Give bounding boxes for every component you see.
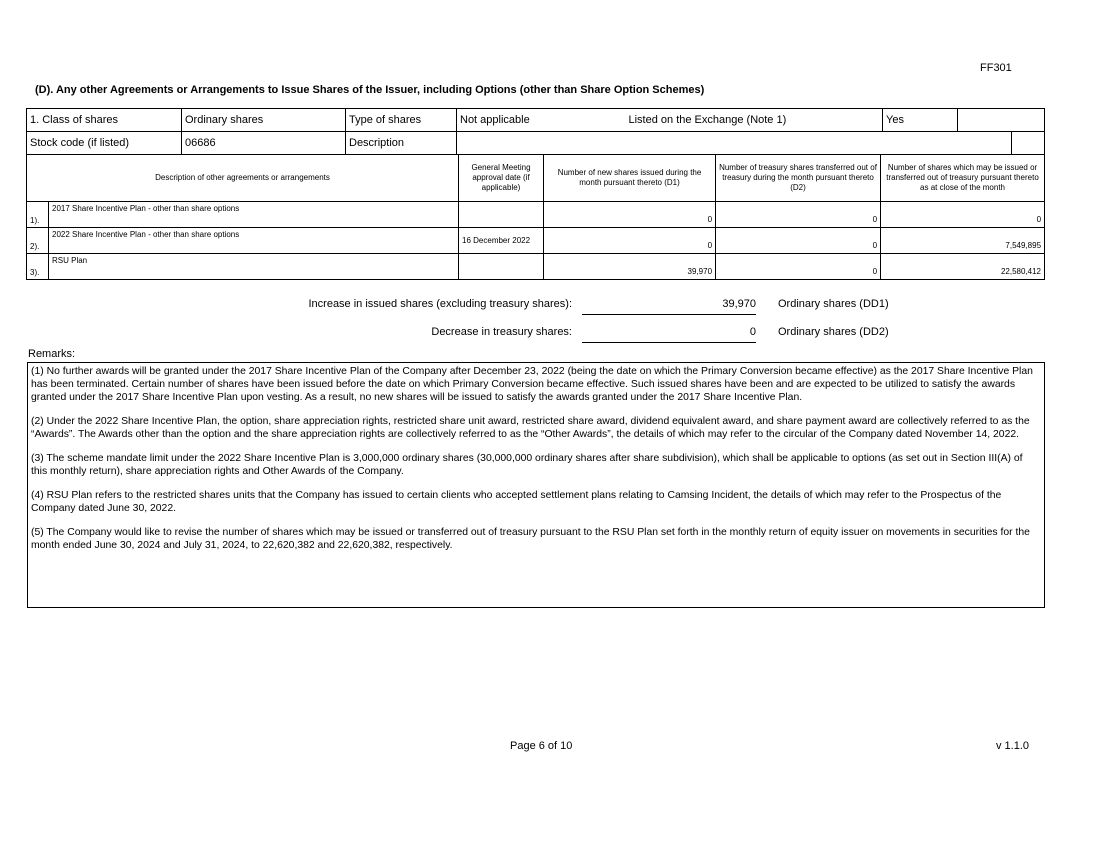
row-may-be-issued: 22,580,412 — [881, 254, 1045, 280]
arrangements-table — [26, 154, 1045, 280]
row-approval-date — [459, 254, 544, 280]
row-treasury-transferred: 0 — [716, 228, 881, 254]
row-index: 1). — [27, 202, 49, 228]
row-description: 2022 Share Incentive Plan - other than share options — [49, 228, 459, 254]
stock-code-label: Stock code (if listed) — [27, 132, 182, 155]
type-of-shares-value: Not applicable — [457, 109, 626, 132]
class-of-shares-label: 1. Class of shares — [27, 109, 182, 132]
remark-item: (1) No further awards will be granted under the 2017 Share Incentive Plan of the Company after December 23, 2022 (being the date on which the Primary Conversion became effective) as the 2017 Share Incentive Plan has been terminated. Certain number of shares have been issued before the date on which Primary Conversion became effective. Such issued shares have been and are expected to be utilized to satisfy the awards granted under the 2017 Share Incentive Plan upon vesting. As a result, no new shares will be issued to satisfy the awards granted under the 2017 Share Incentive Plan. — [31, 366, 1033, 403]
row-approval-date — [459, 202, 544, 228]
row-treasury-transferred: 0 — [716, 254, 881, 280]
class-of-shares-value: Ordinary shares — [182, 109, 346, 132]
stock-code-value: 06686 — [182, 132, 346, 155]
remark-item: (5) The Company would like to revise the number of shares which may be issued or transferred out of treasury pursuant to the RSU Plan set forth in the monthly return of equity issuer on movements in securities for the month ended June 30, 2024 and July 31, 2024, to 22,620,382 and 22,620,382, respectively. — [31, 527, 1030, 551]
row-new-shares: 0 — [544, 202, 716, 228]
listed-on-exchange-value: Yes — [883, 109, 958, 132]
row-approval-date: 16 December 2022 — [459, 228, 544, 254]
header-treasury-transferred: Number of treasury shares transferred out of treasury during the month pursuant thereto (D2) — [716, 155, 881, 202]
remarks-label: Remarks: — [28, 348, 76, 360]
row-description: RSU Plan — [49, 254, 459, 280]
remark-item: (3) The scheme mandate limit under the 2022 Share Incentive Plan is 3,000,000 ordinary shares (30,000,000 ordinary shares after share subdivision), which shall be applicable to options (as set out in Section III(A) of this monthly return), share appreciation rights and Other Awards of the Company. — [31, 453, 1023, 477]
table-row — [27, 202, 1045, 228]
remark-item: (2) Under the 2022 Share Incentive Plan, the option, share appreciation rights, restricted share unit award, restricted share award, dividend equivalent award, and share payment award are collectively referred to as the “Awards”. The Awards other than the option and the share appreciation rights are collectively referred to as the “Other Awards”, the details of which may refer to the circular of the Company dated November 14, 2022. — [31, 416, 1030, 440]
row-new-shares: 0 — [544, 228, 716, 254]
header-new-shares: Number of new shares issued during the month pursuant thereto (D1) — [544, 155, 716, 202]
table-row — [27, 228, 1045, 254]
arrangements-header-row — [27, 155, 1045, 202]
version-label: v 1.1.0 — [996, 740, 1030, 752]
row-treasury-transferred: 0 — [716, 202, 881, 228]
row-new-shares: 39,970 — [544, 254, 716, 280]
section-title: (D). Any other Agreements or Arrangements to Issue Shares of the Issuer, including Options (other than Share Option Schemes) — [35, 84, 705, 96]
header-description: Description of other agreements or arrangements — [27, 155, 459, 202]
listed-on-exchange-label: Listed on the Exchange (Note 1) — [626, 109, 883, 132]
header-may-be-issued: Number of shares which may be issued or transferred out of treasury pursuant thereto as at close of the month — [881, 155, 1045, 202]
header-approval-date: General Meeting approval date (if applicable) — [459, 155, 544, 202]
description-value — [457, 132, 1012, 155]
increase-label: Increase in issued shares (excluding treasury shares): — [308, 298, 572, 310]
row-index: 3). — [27, 254, 49, 280]
row-description: 2017 Share Incentive Plan - other than share options — [49, 202, 459, 228]
increase-unit: Ordinary shares (DD1) — [778, 298, 889, 310]
page-number: Page 6 of 10 — [510, 740, 573, 752]
remark-item: (4) RSU Plan refers to the restricted shares units that the Company has issued to certain clients who accepted settlement plans relating to Camsing Incident, the details of which may refer to the Prospectus of the Company dated June 30, 2022. — [31, 490, 1002, 514]
remarks-box — [27, 362, 1045, 608]
row-may-be-issued: 7,549,895 — [881, 228, 1045, 254]
row-index: 2). — [27, 228, 49, 254]
decrease-value: 0 — [582, 326, 756, 343]
listed-extra-cell — [958, 109, 1045, 132]
class-of-shares-table — [26, 108, 1045, 155]
description-extra-cell — [1012, 132, 1045, 155]
table-row — [27, 254, 1045, 280]
description-label: Description — [346, 132, 457, 155]
row-may-be-issued: 0 — [881, 202, 1045, 228]
decrease-unit: Ordinary shares (DD2) — [778, 326, 889, 338]
increase-value: 39,970 — [582, 298, 756, 315]
decrease-label: Decrease in treasury shares: — [431, 326, 572, 338]
form-code: FF301 — [980, 62, 1012, 74]
type-of-shares-label: Type of shares — [346, 109, 457, 132]
